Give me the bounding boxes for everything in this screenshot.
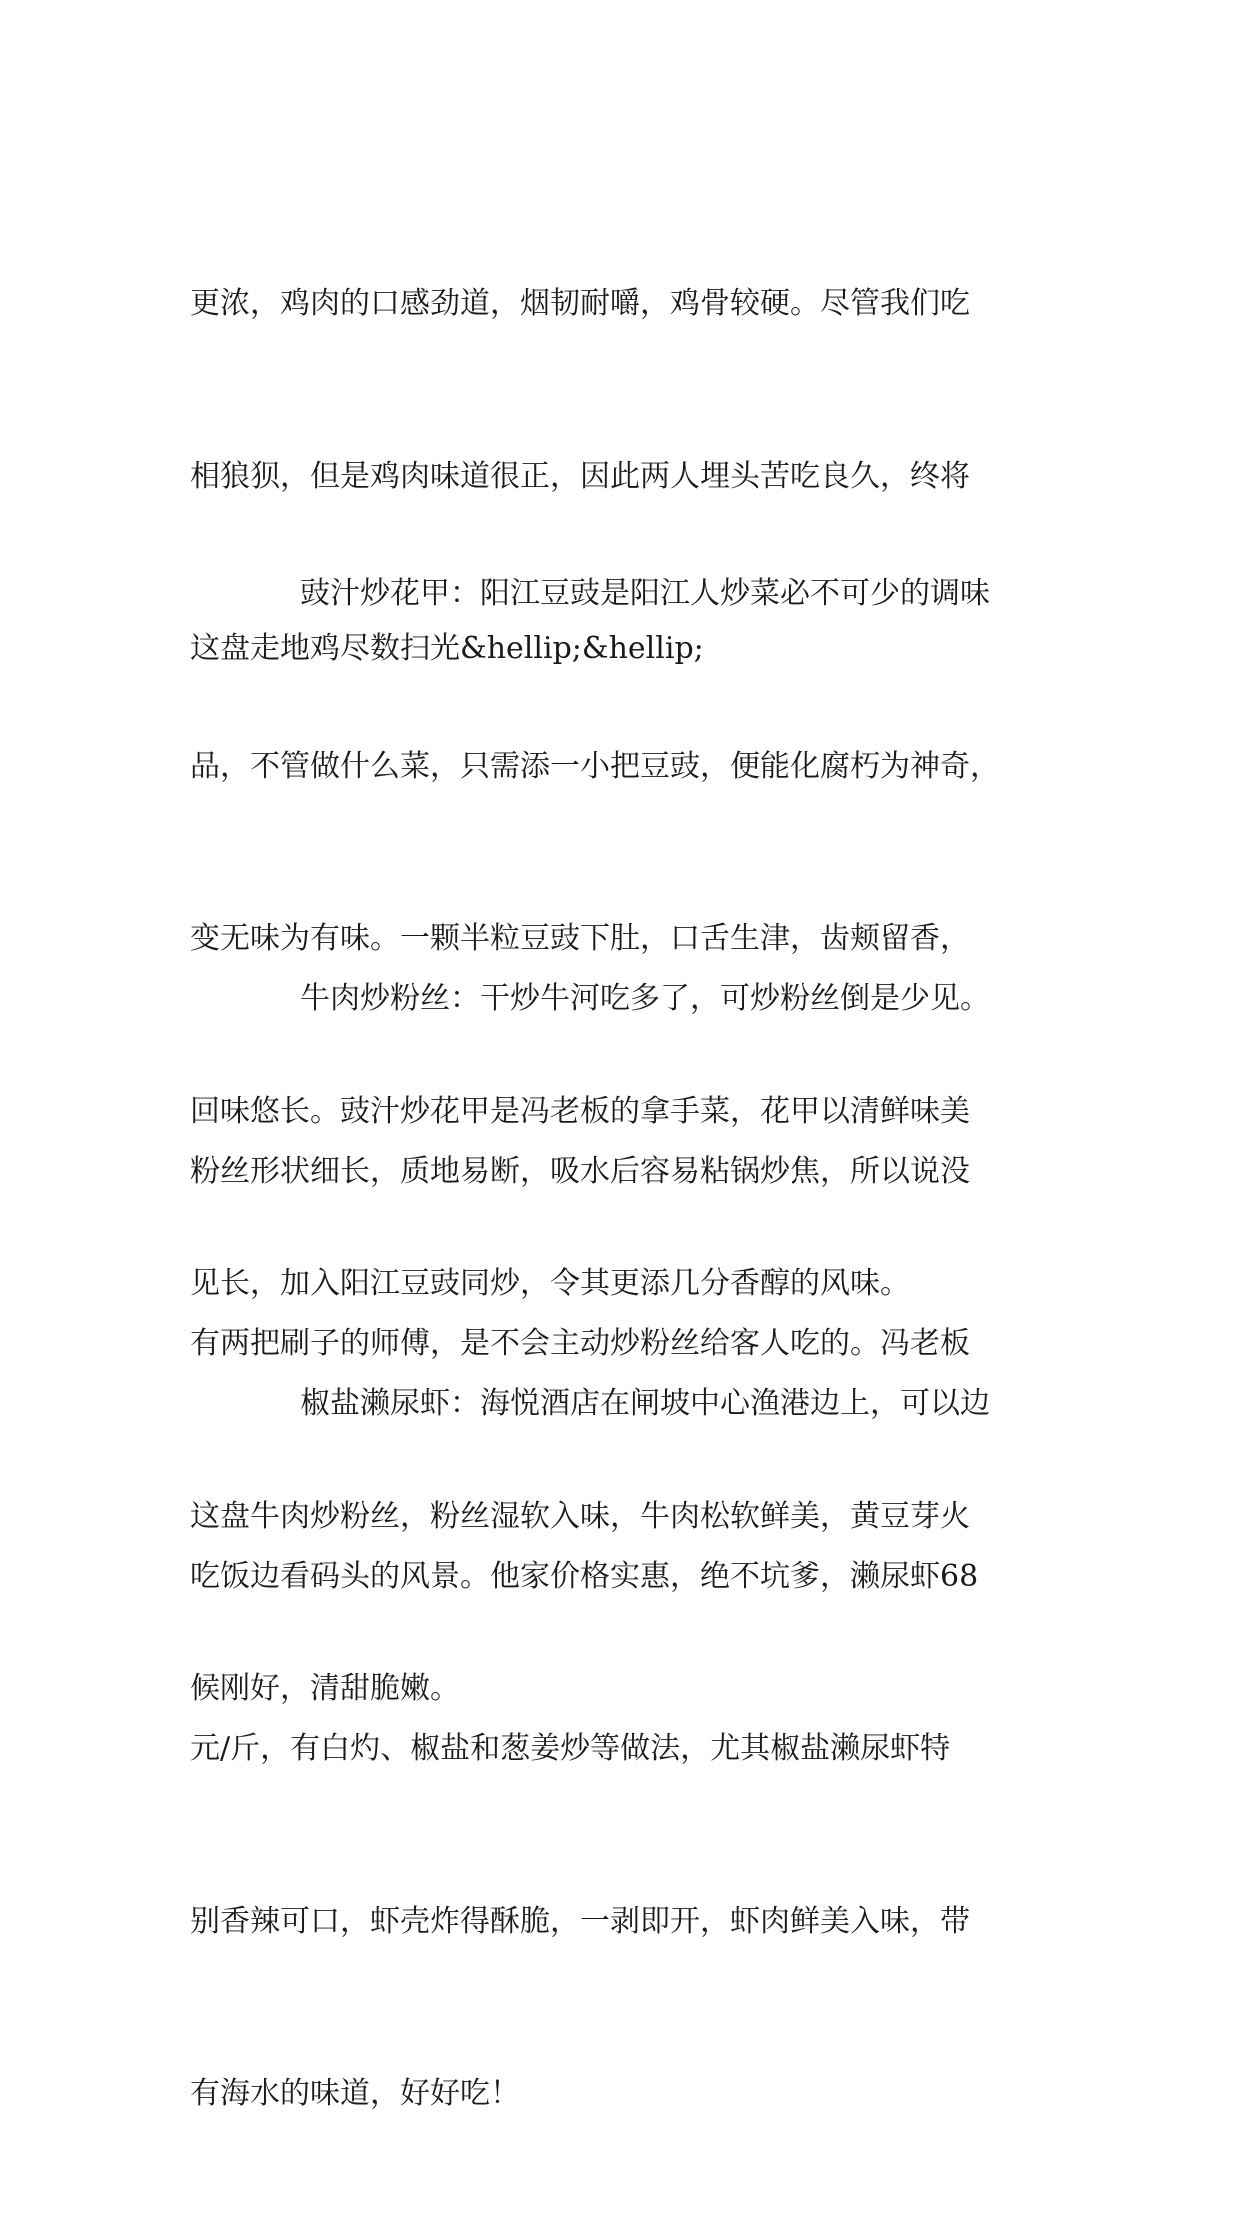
text-line: 候刚好，清甜脆嫩。 <box>190 1671 460 1706</box>
text-line: 更浓，鸡肉的口感劲道，烟韧耐嚼，鸡骨较硬。尽管我们吃 <box>190 286 970 321</box>
text-line: 牛肉炒粉丝：干炒牛河吃多了，可炒粉丝倒是少见。 <box>300 981 990 1016</box>
text-line: 这盘走地鸡尽数扫光&hellip;&hellip; <box>190 631 704 666</box>
text-line: 有海水的味道，好好吃！ <box>190 2076 520 2111</box>
text-line: 有两把刷子的师傅，是不会主动炒粉丝给客人吃的。冯老板 <box>190 1326 970 1361</box>
text-line: 这盘牛肉炒粉丝，粉丝湿软入味，牛肉松软鲜美，黄豆芽火 <box>190 1498 970 1534</box>
text-line: 品，不管做什么菜，只需添一小把豆豉，便能化腐朽为神奇， <box>190 748 1000 784</box>
text-line: 椒盐濑尿虾：海悦酒店在闸坡中心渔港边上，可以边 <box>300 1386 990 1421</box>
text-line: 吃饭边看码头的风景。他家价格实惠，绝不坑爹，濑尿虾68 <box>190 1558 979 1594</box>
paragraph-mantis-shrimp <box>190 1260 1070 2238</box>
text-line: 元/斤，有白灼、椒盐和葱姜炒等做法，尤其椒盐濑尿虾特 <box>190 1731 951 1766</box>
text-line: 相狼狈，但是鸡肉味道很正，因此两人埋头苦吃良久，终将 <box>190 458 970 494</box>
text-line: 别香辣可口，虾壳炸得酥脆，一剥即开，虾肉鲜美入味，带 <box>190 1903 970 1939</box>
text-line: 回味悠长。豉汁炒花甲是冯老板的拿手菜，花甲以清鲜味美 <box>190 1093 970 1129</box>
text-line: 变无味为有味。一颗半粒豆豉下肚，口舌生津，齿颊留香， <box>190 921 970 956</box>
text-line: 豉汁炒花甲：阳江豆豉是阳江人炒菜必不可少的调味 <box>300 576 990 611</box>
text-line: 粉丝形状细长，质地易断，吸水后容易粘锅炒焦，所以说没 <box>190 1153 970 1189</box>
text-line: 见长，加入阳江豆豉同炒，令其更添几分香醇的风味。 <box>190 1266 910 1301</box>
